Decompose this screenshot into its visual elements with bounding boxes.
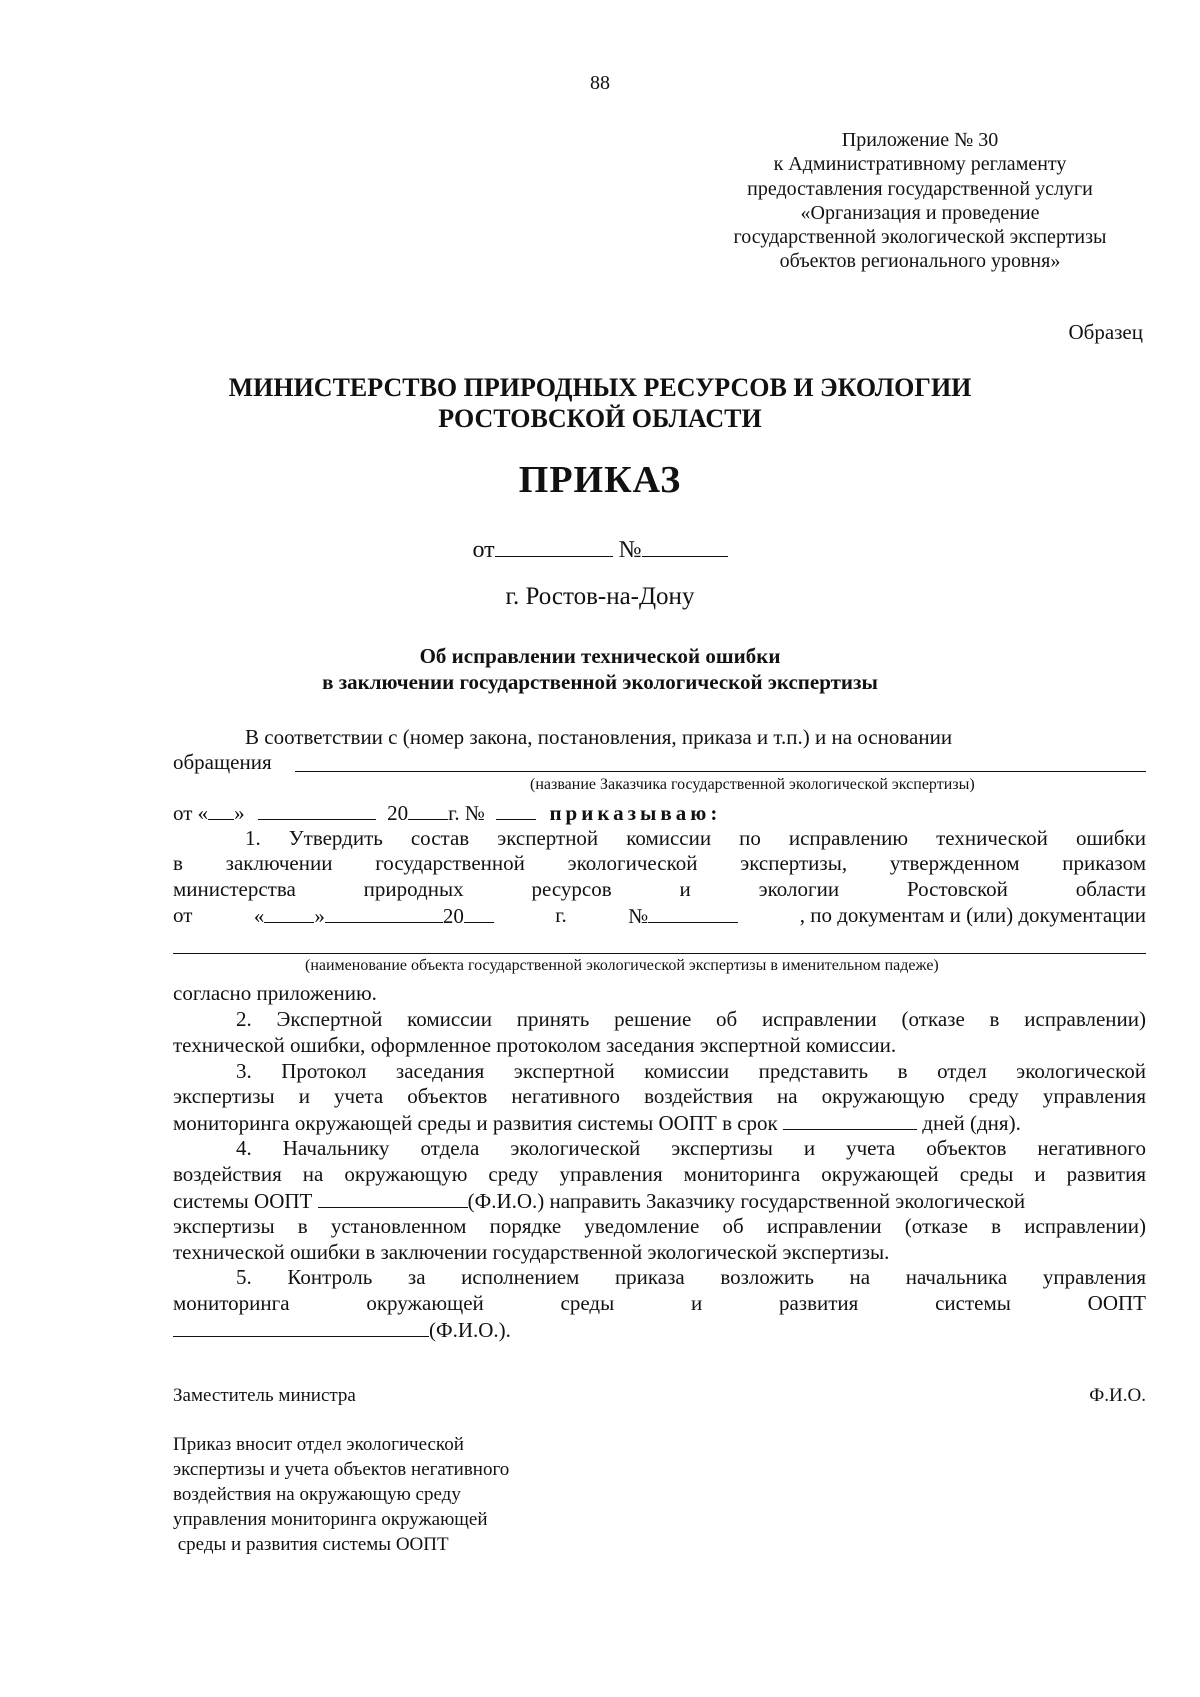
- quote-close: »: [314, 904, 325, 928]
- item4-line2: [173, 1161, 1146, 1187]
- item1-line3: [173, 876, 1146, 902]
- item5-line2: [173, 1290, 1146, 1316]
- appendix-block: [700, 128, 1140, 274]
- appendix-line: к Административному регламенту: [773, 153, 1067, 176]
- appendix-line: Приложение № 30: [841, 129, 999, 151]
- ministry-line: РОСТОВСКОЙ ОБЛАСТИ: [438, 404, 762, 433]
- item4-line1: [173, 1135, 1146, 1161]
- item3-text: мониторинга окружающей среды и развития системы ООПТ в срок: [173, 1111, 778, 1135]
- item1-rest: , по документам и (или) документации: [799, 903, 1146, 927]
- item1-line2: [173, 850, 1146, 876]
- appendix-line: «Организация и проведение: [800, 201, 1040, 224]
- year-prefix: 20: [387, 801, 409, 825]
- item5-line1: [173, 1264, 1146, 1290]
- item2-line1: [173, 1006, 1146, 1032]
- item3-text: экспертизы и учета объектов негативного воздействия на окружающую среду управления: [173, 1084, 1146, 1108]
- appeal-label: обращения: [173, 750, 272, 774]
- month-blank: [258, 799, 376, 820]
- item4-text: воздействия на окружающую среду управления мониторинга окружающей среды и развития: [173, 1162, 1146, 1186]
- date-from-label: от: [472, 537, 495, 563]
- appeal-blank: [295, 771, 1146, 772]
- subject-line: Об исправлении технической ошибки: [419, 644, 781, 668]
- item1-g: г.: [555, 903, 567, 927]
- intro-line: [173, 724, 1146, 750]
- footnote-block: [173, 1432, 509, 1557]
- object-blank: [173, 953, 1146, 954]
- ministry-line: МИНИСТЕРСТВО ПРИРОДНЫХ РЕСУРСОВ И ЭКОЛОГИИ: [228, 373, 972, 402]
- order-number-blank: [496, 799, 536, 820]
- footnote-line: Приказ вносит отдел экологической: [173, 1434, 464, 1455]
- item3-line2: [173, 1083, 1146, 1109]
- item2-text: 2. Экспертной комиссии принять решение об исправлении (отказе в исправлении): [236, 1007, 1146, 1031]
- order-date-clause: [173, 799, 1146, 825]
- item3-line1: [173, 1058, 1146, 1084]
- subject-line: в заключении государственной экологической экспертизы: [322, 670, 878, 694]
- item1-line4: [173, 902, 1146, 928]
- days-blank: [783, 1109, 917, 1130]
- number-sign: №: [618, 537, 642, 563]
- item1-text: в заключении государственной экологической экспертизы, утвержденном приказом: [173, 851, 1146, 875]
- item1-line1: [173, 825, 1146, 851]
- item4-text: (Ф.И.О.) направить Заказчику государственной экологической: [467, 1189, 1026, 1213]
- customer-caption: (название Заказчика государственной экологической экспертизы): [530, 776, 975, 793]
- signature-position: Заместитель министра: [173, 1385, 356, 1406]
- year-blank: [408, 799, 448, 820]
- item1-tail: согласно приложению.: [173, 981, 377, 1005]
- day-blank: [264, 902, 314, 923]
- footnote-line: среды и развития системы ООПТ: [173, 1534, 449, 1555]
- ministry-heading: [0, 372, 1200, 434]
- number-blank: [648, 902, 738, 923]
- fio-blank: [318, 1187, 468, 1208]
- fio-blank: [173, 1316, 429, 1337]
- item4-text: экспертизы в установленном порядке уведомление об исправлении (отказе в исправлении): [173, 1214, 1146, 1238]
- item1-number: [628, 902, 738, 928]
- number-blank: [642, 534, 728, 557]
- number-sign: №: [628, 904, 649, 928]
- year-blank: [464, 902, 494, 923]
- year-prefix: 20: [442, 904, 464, 928]
- item3-text: 3. Протокол заседания экспертной комиссии представить в отдел экологической: [236, 1059, 1146, 1083]
- quote-open: «: [253, 904, 265, 928]
- order-title: ПРИКАЗ: [518, 459, 682, 501]
- intro-text: В соответствии с (номер закона, постановления, приказа и т.п.) и на основании: [245, 725, 953, 749]
- item4-line5: технической ошибки в заключении государственной экологической экспертизы.: [173, 1240, 890, 1264]
- city: г. Ростов-на-Дону: [505, 583, 695, 610]
- quote-close: »: [234, 801, 245, 825]
- date-blank: [495, 534, 613, 557]
- page-number: 88: [590, 72, 610, 94]
- signature-name: Ф.И.О.: [1089, 1385, 1146, 1406]
- day-blank: [208, 799, 234, 820]
- item1-text: 1. Утвердить состав экспертной комиссии по исправлению технической ошибки: [245, 826, 1146, 850]
- item4-line3: [173, 1187, 1146, 1213]
- item1-from: от: [173, 903, 193, 927]
- item1-date: [254, 902, 494, 928]
- appendix-line: объектов регионального уровня»: [779, 250, 1061, 273]
- clause-from: от «: [173, 801, 209, 825]
- item4-line4: [173, 1213, 1146, 1239]
- g-number: г. №: [448, 801, 485, 825]
- sample-label: Образец: [1068, 320, 1143, 344]
- item4-text: 4. Начальнику отдела экологической экспертизы и учета объектов негативного: [236, 1136, 1146, 1160]
- item5-text: (Ф.И.О.).: [429, 1318, 511, 1342]
- item3-line3: [173, 1109, 1146, 1135]
- footnote-line: управления мониторинга окружающей: [173, 1509, 488, 1530]
- order-word: приказываю:: [549, 801, 722, 825]
- footnote-line: экспертизы и учета объектов негативного: [173, 1459, 510, 1480]
- item2-line2: технической ошибки, оформленное протоколом заседания экспертной комиссии.: [173, 1033, 897, 1057]
- appendix-line: государственной экологической экспертизы: [733, 226, 1107, 249]
- appendix-line: предоставления государственной услуги: [747, 177, 1093, 200]
- item3-text: дней (дня).: [922, 1111, 1021, 1135]
- item5-text: 5. Контроль за исполнением приказа возложить на начальника управления: [236, 1265, 1146, 1289]
- month-blank: [325, 902, 443, 923]
- item5-text: мониторинга окружающей среды и развития системы ООПТ: [173, 1291, 1146, 1315]
- object-caption: (наименование объекта государственной экологической экспертизы в именительном падеже): [305, 957, 939, 974]
- footnote-line: воздействия на окружающую среду: [173, 1484, 461, 1505]
- order-date-line: [0, 534, 1200, 564]
- item1-text: министерства природных ресурсов и экологии Ростовской области: [173, 877, 1146, 901]
- order-subject: [0, 643, 1200, 695]
- item4-text: системы ООПТ: [173, 1189, 313, 1213]
- item5-line3: [173, 1316, 1146, 1342]
